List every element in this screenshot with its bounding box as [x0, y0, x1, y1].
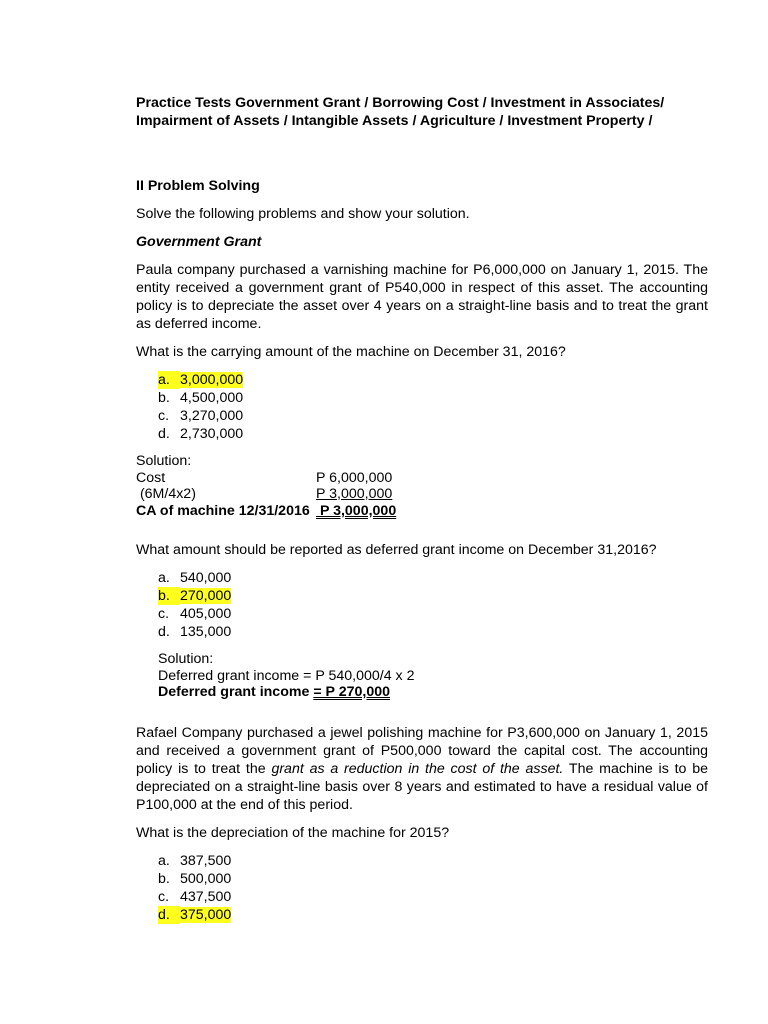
problem-1-text: Paula company purchased a varnishing machine for P6,000,000 on January 1, 2015. The entity received a government grant of P540,000 in respect of this asset. The accounting policy is to depreciate the asset over 4 years on a straight-line basis and to treat the grant as deferred income.: [136, 262, 708, 332]
choice-letter: a.: [158, 371, 180, 389]
instructions: Solve the following problems and show your solution.: [136, 206, 470, 222]
choice-value: 540,000: [180, 570, 232, 586]
choice-letter: d.: [158, 426, 170, 442]
choice-value: 3,270,000: [180, 408, 244, 424]
problem-1-question-1: What is the carrying amount of the machine on December 31, 2016?: [136, 344, 566, 360]
choice-value: 3,000,000: [180, 372, 244, 388]
choice-value: 437,500: [180, 888, 232, 905]
solution-heading-row: [136, 453, 708, 470]
solution-heading: Solution:: [158, 651, 214, 667]
choice-value: 387,500: [180, 852, 232, 869]
choice-list: [136, 852, 708, 924]
choice-letter: a.: [158, 570, 170, 586]
solution-row-depreciation: [136, 486, 708, 503]
choice-letter: c.: [158, 408, 170, 424]
solution-block-1: [136, 453, 708, 519]
problem-2-text-part-2: The machine is to be depreciated on a straight-line basis over 8 years and estimated to have a residual value of P100,000 at the end of this period.: [136, 760, 709, 813]
choice-letter: d.: [158, 906, 180, 924]
solution-row-total: [136, 503, 708, 520]
solution-label: Cost: [136, 469, 166, 486]
choice-item: [158, 389, 708, 407]
choice-item: [158, 371, 708, 389]
choice-value: 375,000: [180, 906, 232, 923]
choice-letter: c.: [158, 888, 170, 905]
solution-row-cost: [136, 470, 708, 487]
subheading-government-grant: Government Grant: [136, 234, 262, 250]
choice-letter: b.: [158, 390, 170, 406]
choice-value: 135,000: [180, 624, 232, 640]
choice-letter: b.: [158, 870, 170, 887]
solution-amount: P 3,000,000: [316, 486, 393, 502]
title-line-1: Practice Tests Government Grant / Borrowing Cost / Investment in Associates/: [136, 95, 665, 111]
solution-block-2: [136, 651, 708, 701]
choice-item: [158, 425, 708, 443]
choice-letter: d.: [158, 624, 170, 640]
title-line-2: Impairment of Assets / Intangible Assets / Agriculture / Investment Property /: [136, 113, 653, 129]
document-page: [136, 94, 708, 924]
choice-value: 2,730,000: [180, 426, 244, 442]
solution-amount: P 3,000,000: [316, 502, 397, 519]
solution-heading: Solution:: [136, 453, 192, 469]
solution-label: (6M/4x2): [136, 486, 196, 502]
choice-item: [158, 888, 708, 906]
choice-item: [158, 623, 708, 641]
solution-result-value: = P 270,000: [313, 684, 390, 700]
problem-2-text-italic: grant as a reduction in the cost of the asset.: [271, 760, 564, 777]
choice-list: [136, 569, 708, 641]
problem-2-text-part-1: Rafael Company purchased a jewel polishing machine for P3,600,000 on January 1, 2015 and received a government grant of P500,000 toward the capital cost. The accounting policy is to treat the: [136, 724, 708, 777]
choice-value: 270,000: [180, 588, 232, 604]
solution-result-label: Deferred grant income: [158, 684, 314, 700]
section-heading: II Problem Solving: [136, 178, 260, 194]
document-title: [136, 94, 708, 130]
choice-list: [136, 371, 708, 443]
choice-letter: a.: [158, 852, 170, 869]
solution-result: [158, 684, 708, 701]
solution-formula: Deferred grant income = P 540,000/4 x 2: [158, 667, 415, 684]
choice-item: [158, 587, 708, 605]
choice-item: [158, 870, 708, 888]
problem-2-question-1: What is the depreciation of the machine for 2015?: [136, 824, 450, 841]
choice-item: [158, 605, 708, 623]
choice-item: [158, 906, 708, 924]
choice-value: 405,000: [180, 606, 232, 622]
choice-value: 4,500,000: [180, 390, 244, 406]
solution-label: CA of machine 12/31/2016: [136, 502, 310, 519]
solution-amount: P 6,000,000: [316, 469, 393, 486]
choice-value: 500,000: [180, 870, 232, 887]
choice-item: [158, 569, 708, 587]
problem-1-question-2: What amount should be reported as deferred grant income on December 31,2016?: [136, 542, 657, 558]
choice-item: [158, 852, 708, 870]
choice-letter: c.: [158, 606, 170, 622]
choice-item: [158, 407, 708, 425]
choice-letter: b.: [158, 587, 180, 605]
problem-2-text: [136, 724, 708, 814]
